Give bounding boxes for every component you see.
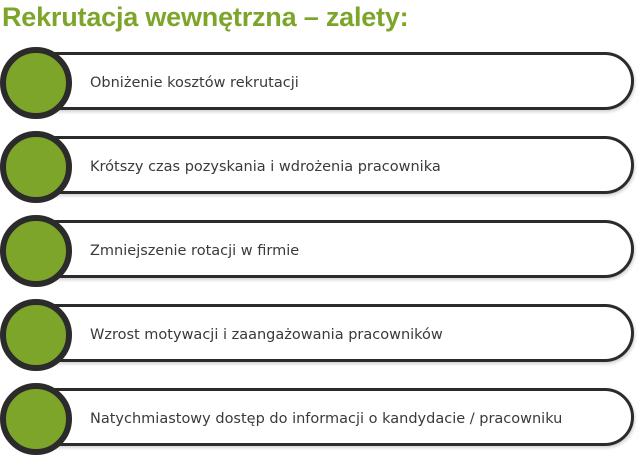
page-title: Rekrutacja wewnętrzna – zalety: (2, 2, 409, 32)
item-label: Natychmiastowy dostęp do informacji o kandydacie / pracowniku (90, 411, 563, 427)
green-circle-icon (0, 215, 72, 287)
green-circle-icon (0, 47, 72, 119)
green-circle-icon (0, 131, 72, 203)
green-circle-icon (0, 299, 72, 371)
item-label: Obniżenie kosztów rekrutacji (90, 75, 299, 91)
item-label: Krótszy czas pozyskania i wdrożenia pracownika (90, 159, 441, 175)
item-label: Zmniejszenie rotacji w firmie (90, 243, 300, 259)
item-label: Wzrost motywacji i zaangażowania pracowników (90, 327, 443, 343)
green-circle-icon (0, 383, 72, 455)
